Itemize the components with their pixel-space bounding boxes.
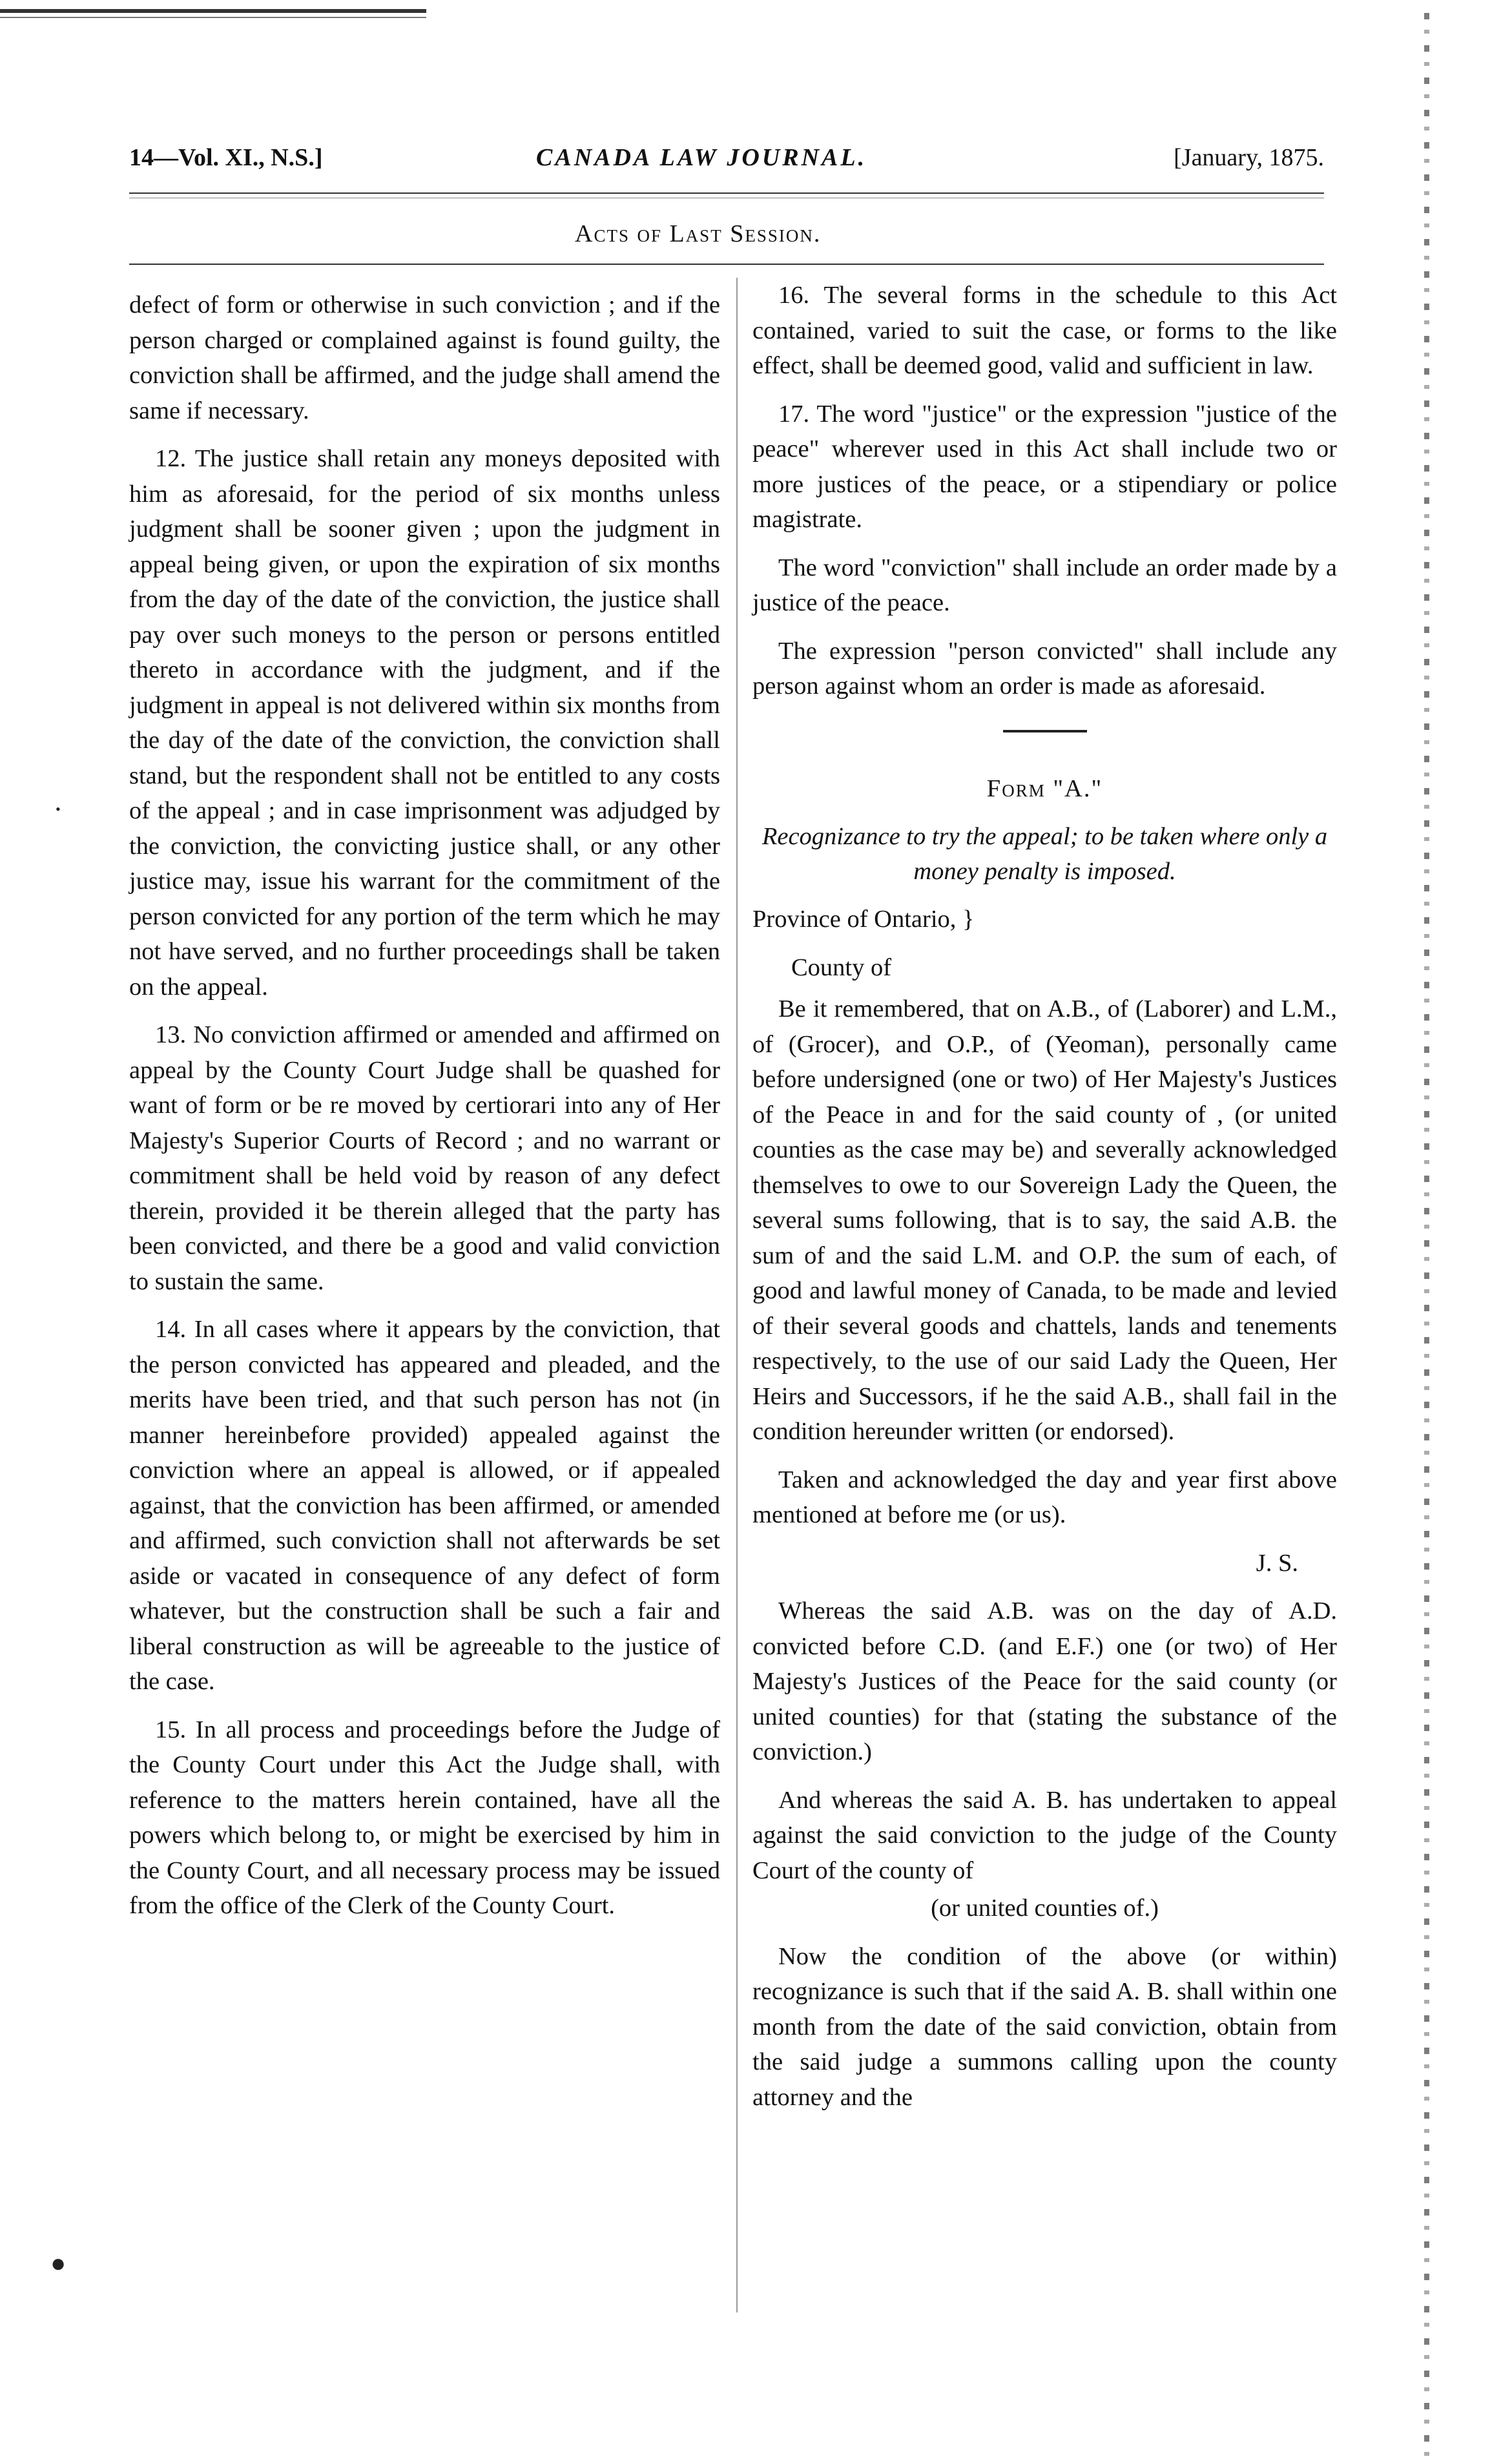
page-header — [129, 136, 1324, 181]
section-title: Acts of Last Session. — [575, 220, 822, 247]
brace-icon: } — [962, 906, 975, 933]
top-scan-rule-thin — [0, 17, 426, 18]
form-body-whereas: Whereas the said A.B. was on the day of A.D. convicted before C.D. (and E.F.) one (or two) of Her Majesty's Justices of the Peace for the said county (or united counties) for that (stating the substance of the conviction.) — [752, 1597, 1337, 1765]
county-line: County of — [791, 953, 892, 981]
top-scan-rule — [0, 9, 426, 13]
section-rule — [129, 264, 1324, 265]
header-rule — [129, 192, 1324, 194]
form-body-taken: Taken and acknowledged the day and year first above mentioned at before me (or us). — [752, 1466, 1337, 1528]
separator-rule — [1003, 730, 1087, 732]
form-body-condition: Now the condition of the above (or within) recognizance is such that if the said A. B. shall within one month from the date of the said conviction, obtain from the said judge a summons calling upon the county attorney and the — [752, 1942, 1337, 2111]
paragraph-continued: defect of form or otherwise in such conviction ; and if the person charged or complained against is found guilty, the conviction shall be affirmed, and the judge shall amend the same if necessary. — [129, 291, 720, 424]
signature: J. S. — [1256, 1549, 1298, 1577]
scan-edge — [1424, 13, 1429, 2461]
section-12: 12. The justice shall retain any moneys deposited with him as aforesaid, for the period of six months unless judgment shall be sooner given ; upon the judgment in appeal being given, or upon the expiration of six months from the day of the date of the conviction, the justice shall pay over such moneys to the person or persons entitled thereto in accordance with the judgment, and if the judgment in appeal is not delivered within six months from the day of the date of the conviction, the conviction shall stand, but the respondent shall not be entitled to any costs of the appeal ; and in case imprisonment was adjudged by the conviction, the convicting justice shall, or any other justice may, issue his warrant for the commitment of the person convicted for any portion of the term which he may not have served, and no further proceedings shall be taken on the appeal. — [129, 445, 720, 1001]
form-title: Form "A." — [986, 774, 1103, 802]
section-13: 13. No conviction affirmed or amended and affirmed on appeal by the County Court Judge shall be quashed for want of form or be re moved by certiorari into any of Her Majesty's Superior Courts of Record ; and no warrant or commitment shall be held void by reason of any defect therein, provided it be therein alleged that the party has been convicted, and there be a good and valid conviction to sustain the same. — [129, 1021, 720, 1295]
issue-date: [January, 1875. — [1174, 144, 1324, 171]
form-body-remembered: Be it remembered, that on A.B., of (Laborer) and L.M., of (Grocer), and O.P., of (Yeoman), personally came before undersigned (one or two) of Her Majesty's Justices of the Peace in and for the said county of , (or united counties as the case may be) and severally acknowledged themselves to owe to our Sovereign Lady the Queen, the several sums following, that is to say, the said A.B. the sum of and the said L.M. and O.P. the sum of each, of good and lawful money of Canada, to be made and levied of their several goods and chattels, lands and tenements respectively, to the use of our said Lady the Queen, Her Heirs and Successors, if he the said A.B., shall fail in the condition hereunder written (or endorsed). — [752, 995, 1337, 1445]
margin-mark-icon: ● — [50, 2248, 67, 2278]
form-subtitle: Recognizance to try the appeal; to be taken where only a money penalty is imposed. — [761, 823, 1328, 885]
section-15: 15. In all process and proceedings before the Judge of the County Court under this Act the Judge shall, with reference to the matters herein contained, have all the powers which belong to, or might be exercised by him in the County Court, and all necessary process may be issued from the office of the Clerk of the County Court. — [129, 1716, 720, 1919]
journal-title: CANADA LAW JOURNAL. — [536, 144, 867, 171]
margin-dot-icon: • — [56, 801, 61, 817]
province-line — [752, 902, 1337, 937]
form-body-undertaken: And whereas the said A. B. has undertaken to appeal against the said conviction to the judge of the County Court of the county of — [752, 1786, 1337, 1884]
section-17: 17. The word "justice" or the expression "justice of the peace" wherever used in this Act shall include two or more justices of the peace, or a stipendiary or police magistrate. — [752, 400, 1337, 533]
united-counties-line: (or united counties of.) — [931, 1895, 1159, 1922]
volume-reference: 14—Vol. XI., N.S.] — [129, 144, 323, 171]
right-column — [752, 278, 1337, 2128]
person-convicted-definition: The expression "person convicted" shall include any person against whom an order is made as aforesaid. — [752, 637, 1337, 700]
section-14: 14. In all cases where it appears by the conviction, that the person convicted has appeared and pleaded, and the merits have been tried, and that such person has not (in manner hereinbefore provided) appealed against the conviction where an appeal is allowed, or if appealed against, that the conviction has been affirmed, or amended and affirmed, such conviction shall not afterwards be set aside or vacated in consequence of any defect of form whatever, but the construction shall be such a fair and liberal construction as will be agreeable to the justice of the case. — [129, 1316, 720, 1695]
section-16: 16. The several forms in the schedule to this Act contained, varied to suit the case, or forms to the like effect, shall be deemed good, valid and sufficient in law. — [752, 282, 1337, 379]
province-text: Province of Ontario, — [752, 906, 957, 933]
left-column — [129, 287, 720, 1937]
conviction-definition: The word "conviction" shall include an order made by a justice of the peace. — [752, 554, 1337, 616]
column-divider — [736, 278, 738, 2312]
